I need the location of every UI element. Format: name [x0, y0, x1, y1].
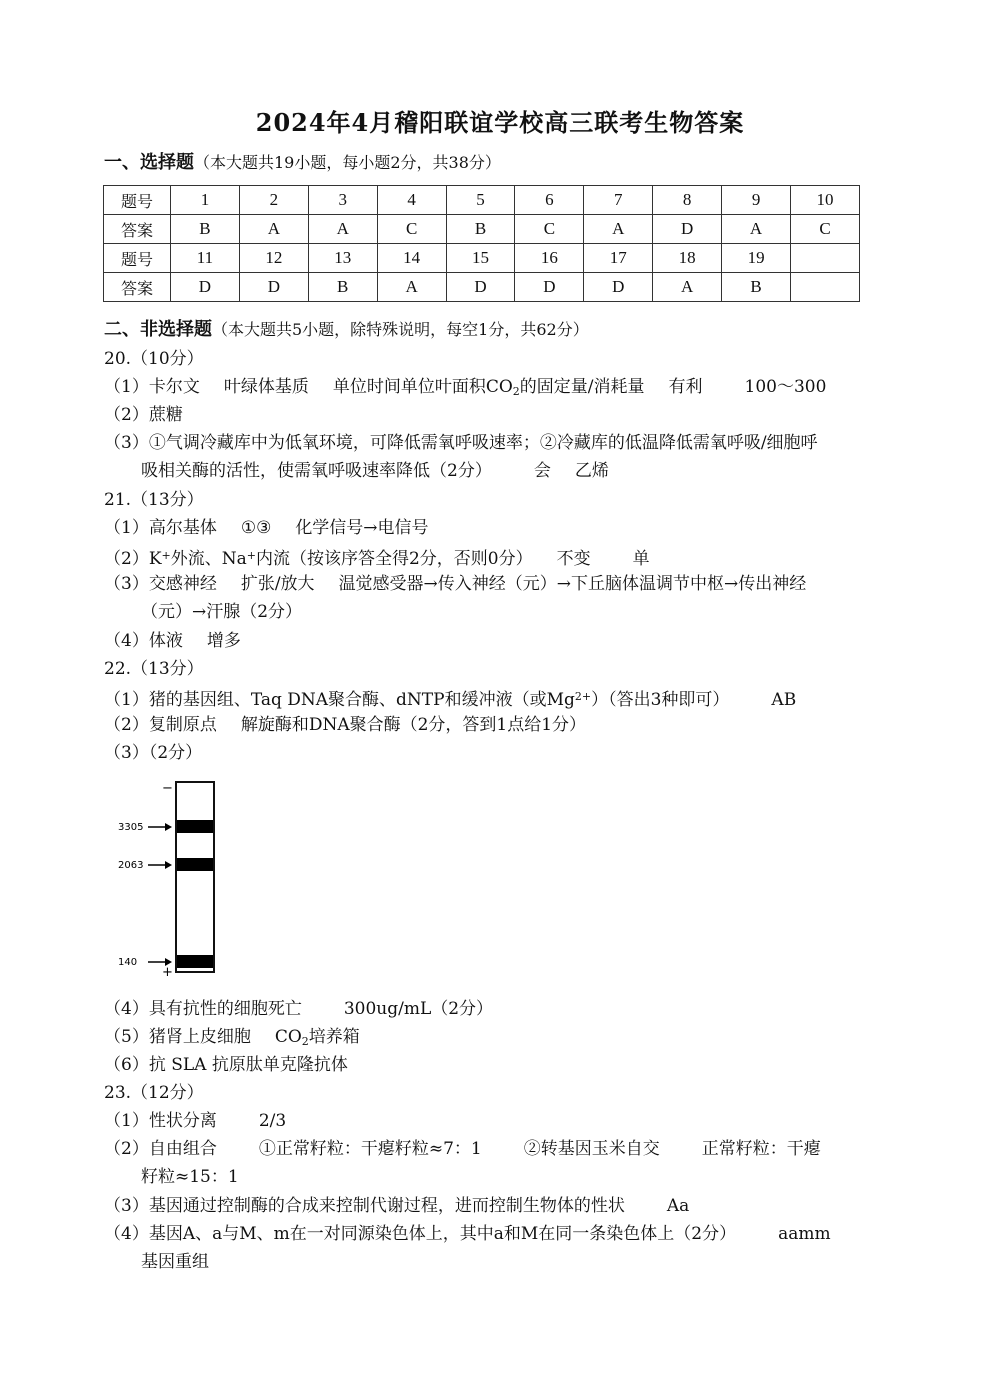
q23-4-a: 基因A、a与M、m在一对同源染色体上，其中a和M在同一条染色体上（2分） [148, 1224, 737, 1244]
answer-cell: D [515, 273, 584, 302]
answer-table [103, 185, 860, 302]
answer-cell: B [308, 273, 377, 302]
section2-note: （本大题共5小题，除特殊说明，每空1分，共62分） [212, 320, 589, 339]
q21-3-c-cont: （元）→汗腺（2分） [141, 602, 303, 622]
section1-heading [104, 148, 501, 174]
q20-3-b: 会 [533, 461, 551, 481]
question-number-cell: 11 [171, 244, 240, 273]
q21-3-a: 交感神经 [148, 574, 217, 594]
q21-2-num: （2） [104, 549, 149, 569]
q22-4-b: 300ug/mL（2分） [343, 999, 494, 1019]
row-answer-label: 答案 [104, 273, 171, 302]
answer-cell: A [308, 215, 377, 244]
q22-1-a2: ）（答出3种即可） [591, 690, 730, 710]
q23-1-b: 2/3 [258, 1111, 287, 1131]
section1-title: 一、选择题 [104, 152, 194, 173]
q21-1-a: 高尔基体 [148, 518, 217, 538]
q23-line4 [104, 1192, 689, 1220]
q22-3-num: （3） [104, 743, 149, 763]
q21-2-a-sup2: + [246, 549, 256, 562]
q23-line1 [104, 1107, 286, 1135]
q22-4-num: （4） [104, 999, 149, 1019]
gel-band [177, 820, 213, 833]
q22-line4 [104, 995, 493, 1023]
table-row-answers [104, 215, 860, 244]
gel-positive-pole: + [162, 965, 173, 980]
q20-line2 [104, 401, 183, 429]
answer-cell: A [584, 215, 653, 244]
q22-6-num: （6） [104, 1055, 149, 1075]
question-number-cell: 1 [171, 186, 240, 215]
q20-2-num: （2） [104, 405, 149, 425]
q22-5-a: 猪肾上皮细胞 [148, 1027, 251, 1047]
gel-band-label: 3305 [118, 822, 144, 833]
q20-1-num: （1） [104, 377, 149, 397]
q20-3-c: 乙烯 [574, 461, 609, 481]
q21-1-c: 化学信号→电信号 [295, 518, 429, 538]
gel-band [177, 955, 213, 968]
q21-3-num: （3） [104, 574, 149, 594]
q22-2-b: 解旋酶和DNA聚合酶（2分，答到1点给1分） [240, 715, 587, 735]
q23-head: 23.（12分） [104, 1083, 204, 1103]
section2-title: 二、非选择题 [104, 319, 212, 340]
q22-4-a: 具有抗性的细胞死亡 [148, 999, 302, 1019]
q23-4-num: （4） [104, 1224, 149, 1244]
question-number-cell: 4 [377, 186, 446, 215]
q21-2-a3: 内流（按该序答全得2分，否则0分） [255, 549, 533, 569]
answer-cell: B [171, 215, 240, 244]
q21-2-a2: 外流、Na [170, 549, 247, 569]
section2-heading [104, 315, 589, 341]
q21-line4 [141, 598, 302, 626]
q23-line2 [104, 1135, 821, 1163]
q21-2-a1: K [148, 549, 162, 569]
arrow-right-icon [165, 861, 172, 869]
answer-cell: D [446, 273, 515, 302]
q21-line5 [104, 627, 241, 655]
q21-line1 [104, 514, 429, 542]
q20-1-b: 叶绿体基质 [223, 377, 309, 397]
q23-4-b: aamm [778, 1224, 831, 1244]
q20-1-c: 单位时间单位叶面积CO [332, 377, 513, 397]
q22-line6 [104, 1051, 348, 1079]
q23-2-num: （2） [104, 1139, 149, 1159]
question-number-cell: 3 [308, 186, 377, 215]
question-number-cell: 5 [446, 186, 515, 215]
q21-2-a-sup: + [161, 549, 171, 562]
q21-4-num: （4） [104, 631, 149, 651]
q23-2-d-cont: 籽粒≈15：1 [141, 1167, 239, 1187]
page-title: 2024年4月稽阳联谊学校高三联考生物答案 [255, 108, 745, 137]
q22-2-a: 复制原点 [148, 715, 217, 735]
q23-3-num: （3） [104, 1196, 149, 1216]
q20-3-a: ①气调冷藏库中为低氧环境，可降低需氧呼吸速率；②冷藏库的低温降低需氧呼吸/细胞呼 [148, 433, 818, 453]
answer-cell: A [377, 273, 446, 302]
q22-line1 [104, 683, 796, 714]
gel-band [177, 858, 213, 871]
q20-1-a: 卡尔文 [148, 377, 200, 397]
gel-negative-pole: − [162, 781, 173, 796]
question-number-cell: 13 [308, 244, 377, 273]
q21-1-b: ①③ [240, 518, 272, 538]
gel-lane [176, 782, 214, 972]
answer-cell: C [515, 215, 584, 244]
answer-cell: C [377, 215, 446, 244]
q20-line1 [104, 373, 826, 406]
question-number-cell: 2 [239, 186, 308, 215]
question-number-cell: 7 [584, 186, 653, 215]
table-row-numbers [104, 244, 860, 273]
q23-1-num: （1） [104, 1111, 149, 1131]
q22-1-a1: 猪的基因组、Taq DNA聚合酶、dNTP和缓冲液（或Mg [148, 690, 575, 710]
q21-line2 [104, 542, 650, 573]
q22-line2 [104, 711, 586, 739]
q21-2-b: 不变 [556, 549, 591, 569]
q23-4-c: 基因重组 [141, 1252, 209, 1272]
q20-2-a: 蔗糖 [148, 405, 183, 425]
answer-cell: D [239, 273, 308, 302]
question-number-cell: 12 [239, 244, 308, 273]
question-number-cell: 10 [791, 186, 860, 215]
answer-cell [791, 273, 860, 302]
gel-electrophoresis-figure [110, 775, 230, 980]
section1-note: （本大题共19小题，每小题2分，共38分） [194, 153, 501, 172]
q22-2-num: （2） [104, 715, 149, 735]
question-number-cell: 18 [653, 244, 722, 273]
answer-cell: B [446, 215, 515, 244]
question-number-cell: 17 [584, 244, 653, 273]
answer-cell: D [653, 215, 722, 244]
gel-band-label: 140 [118, 957, 138, 968]
q22-1-b: AB [771, 690, 797, 710]
q23-3-b: Aa [666, 1196, 690, 1216]
q20-head: 20.（10分） [104, 349, 204, 369]
q22-6-a: 抗 SLA 抗原肽单克隆抗体 [148, 1055, 348, 1075]
answer-cell: A [239, 215, 308, 244]
q23-line3 [141, 1163, 239, 1191]
q23-3-a: 基因通过控制酶的合成来控制代谢过程，进而控制生物体的性状 [148, 1196, 625, 1216]
q20-1-e: 100～300 [744, 377, 827, 397]
q21-4-a: 体液 [148, 631, 183, 651]
q22-3-a: （2分） [148, 743, 203, 763]
answer-cell: C [791, 215, 860, 244]
answer-cell: A [722, 215, 791, 244]
question-number-cell: 8 [653, 186, 722, 215]
q22-line3 [104, 739, 202, 767]
q21-4-b: 增多 [206, 631, 241, 651]
question-number-cell: 15 [446, 244, 515, 273]
q20-3-num: （3） [104, 433, 149, 453]
question-number-cell: 9 [722, 186, 791, 215]
question-number-cell [791, 244, 860, 273]
q23-line5 [104, 1220, 831, 1248]
row-answer-label: 答案 [104, 215, 171, 244]
q22-1-num: （1） [104, 690, 149, 710]
q23-2-a: 自由组合 [148, 1139, 217, 1159]
q20-1-c2: 的固定量/消耗量 [519, 377, 645, 397]
q22-5-num: （5） [104, 1027, 149, 1047]
q20-line3 [104, 429, 818, 457]
q23-1-a: 性状分离 [148, 1111, 217, 1131]
q22-5-b-sub: 2 [301, 1035, 309, 1048]
q21-line3 [104, 570, 806, 598]
q20-1-d: 有利 [668, 377, 703, 397]
table-row-numbers [104, 186, 860, 215]
question-number-cell: 6 [515, 186, 584, 215]
q21-1-num: （1） [104, 518, 149, 538]
gel-band-label: 2063 [118, 860, 144, 871]
q23-2-b: ①正常籽粒：干瘪籽粒≈7：1 [258, 1139, 482, 1159]
row-header-label: 题号 [104, 244, 171, 273]
q21-3-b: 扩张/放大 [240, 574, 315, 594]
answer-cell: D [171, 273, 240, 302]
answer-cell: A [653, 273, 722, 302]
q22-head: 22.（13分） [104, 659, 204, 679]
q22-1-a-sup: 2+ [574, 690, 592, 703]
question-number-cell: 16 [515, 244, 584, 273]
row-header-label: 题号 [104, 186, 171, 215]
question-number-cell: 19 [722, 244, 791, 273]
q23-2-c: ②转基因玉米自交 [523, 1139, 660, 1159]
question-number-cell: 14 [377, 244, 446, 273]
q21-3-c: 温觉感受器→传入神经（元）→下丘脑体温调节中枢→传出神经 [338, 574, 807, 594]
answer-cell: D [584, 273, 653, 302]
q22-5-b2: 培养箱 [308, 1027, 360, 1047]
answer-cell: B [722, 273, 791, 302]
q20-3-a-cont: 吸相关酶的活性，使需氧呼吸速率降低（2分） [141, 461, 492, 481]
arrow-right-icon [165, 823, 172, 831]
q20-line4 [141, 457, 609, 485]
q21-head: 21.（13分） [104, 490, 204, 510]
q20-1-c-sub: 2 [512, 385, 520, 398]
q22-5-b: CO [274, 1027, 302, 1047]
table-row-answers [104, 273, 860, 302]
q21-2-c: 单 [632, 549, 650, 569]
q23-line6 [141, 1248, 209, 1276]
q23-2-d: 正常籽粒：干瘪 [701, 1139, 821, 1159]
